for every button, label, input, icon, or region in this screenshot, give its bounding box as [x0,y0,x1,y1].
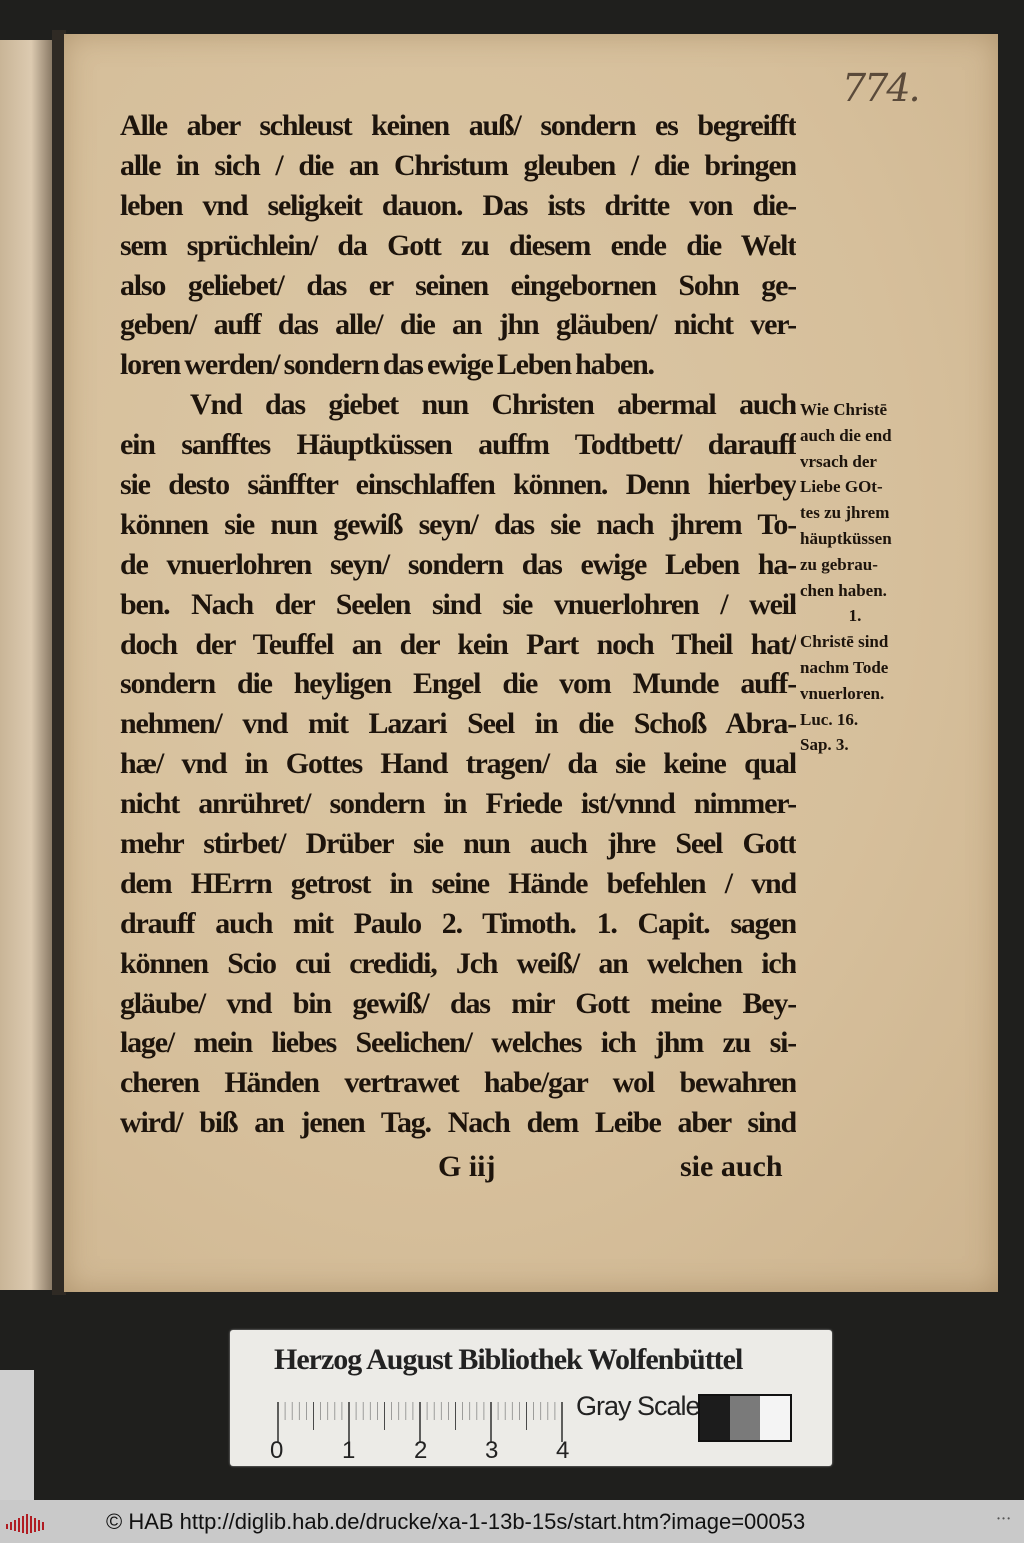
text-line: cheren Händen vertrawet habe/gar wol bewahren [120,1066,796,1100]
text-line: ben. Nach der Seelen sind sie vnuerlohren / weil [120,587,796,621]
text-line: gläube/ vnd bin gewiß/ das mir Gott meine Bey- [120,986,796,1020]
copyright-url[interactable]: © HAB http://diglib.hab.de/drucke/xa-1-13b-15s/start.htm?image=00053 [106,1509,806,1534]
text-line: sem sprüchlein/ da Gott zu diesem ende die Welt [120,228,796,262]
text-line: loren werden/ sondern das ewige Leben haben. [120,348,654,382]
library-name: Herzog August Bibliothek Wolfenbüttel [274,1343,743,1376]
text-line: de vnuerlohren seyn/ sondern das ewige Leben ha- [120,547,796,581]
text-line: mehr stirbet/ Drüber sie nun auch jhre Seel Gott [120,827,796,861]
marginal-note-line: vrsach der [800,451,877,471]
body-text [120,106,796,1143]
text-line: sie desto sänffter einschlaffen können. Denn hierbey [120,468,796,502]
text-line: drauff auch mit Paulo 2. Timoth. 1. Capit. sagen [120,906,796,940]
text-line: Vnd das giebet nun Christen abermal auch [190,388,796,422]
gray-swatch [760,1396,790,1440]
text-line: können sie nun gewiß seyn/ das sie nach jhrem To- [120,507,796,541]
marginal-note-line: häuptküssen [800,528,892,548]
ruler-number: 2 [414,1437,428,1464]
text-line: dem HErrn getrost in seine Hände befehlen / vnd [120,866,796,900]
marginal-note-line: Christē sind [800,632,889,652]
ruler-number: 1 [342,1437,356,1464]
marginal-note-line: Luc. 16. [800,709,859,729]
marginal-note-line: Wie Christē [800,400,888,419]
signature-mark: G iij [438,1150,496,1183]
hab-logo-icon [4,1506,48,1538]
text-line: also geliebet/ das er seinen eingebornen Sohn ge- [120,268,796,302]
marginal-notes [800,397,940,758]
marginal-note-line: auch die end [800,425,892,445]
text-line: können Scio cui credidi, Jch weiß/ an welchen ich [120,946,796,980]
text-line: doch der Teuffel an der kein Part noch Theil hat/ [120,627,796,661]
text-line: hæ/ vnd in Gottes Hand tragen/ da sie keine qual [120,747,796,781]
text-line: Alle aber schleust keinen auß/ sondern es begreifft [120,109,796,142]
gray-scale-label: Gray Scale [576,1391,700,1421]
facing-page-edge [0,40,52,1290]
ruler-number: 3 [485,1437,499,1464]
footer-bar [0,1500,1024,1543]
side-label [0,1370,34,1500]
marginal-note-line: zu gebrau- [800,554,878,574]
text-line: alle in sich / die an Christum gleuben / die bringen [120,148,796,182]
text-line: lage/ mein liebes Seelichen/ welches ich jhm zu si- [120,1026,796,1060]
text-line: leben vnd seligkeit dauon. Das ists dritte von die- [120,188,796,222]
text-line: nehmen/ vnd mit Lazari Seel in die Schoß Abra- [120,707,796,741]
gray-swatch [700,1396,730,1440]
marginal-note-line: vnuerloren. [800,683,885,703]
library-color-card [230,1330,832,1466]
marginal-note-line: 1. [848,606,862,626]
marginal-note-line: chen haben. [800,580,887,600]
ruler-scale [277,1402,567,1442]
footer-dots-icon: • • • [997,1514,1010,1523]
ruler-number: 0 [270,1437,284,1464]
marginal-note-line: Sap. 3. [800,735,849,755]
gray-scale-swatches [698,1394,792,1442]
text-line: geben/ auff das alle/ die an jhn gläuben/ nicht ver- [120,308,796,342]
gray-swatch [730,1396,760,1440]
text-line: sondern die heyligen Engel die vom Munde auff- [120,667,796,701]
text-line: nicht anrühret/ sondern in Friede ist/vnnd nimmer- [120,787,796,821]
text-line: wird/ biß an jenen Tag. Nach dem Leibe aber sind [120,1106,796,1140]
page-number: 774. [842,66,919,110]
catchword: sie auch [680,1150,783,1183]
marginal-note-line: Liebe GOt- [800,477,883,497]
marginal-note-line: nachm Tode [800,657,889,677]
marginal-note-line: tes zu jhrem [800,503,890,523]
ruler-number: 4 [556,1437,570,1464]
text-line: ein sanfftes Häuptküssen auffm Todtbett/ darauff [120,428,796,462]
